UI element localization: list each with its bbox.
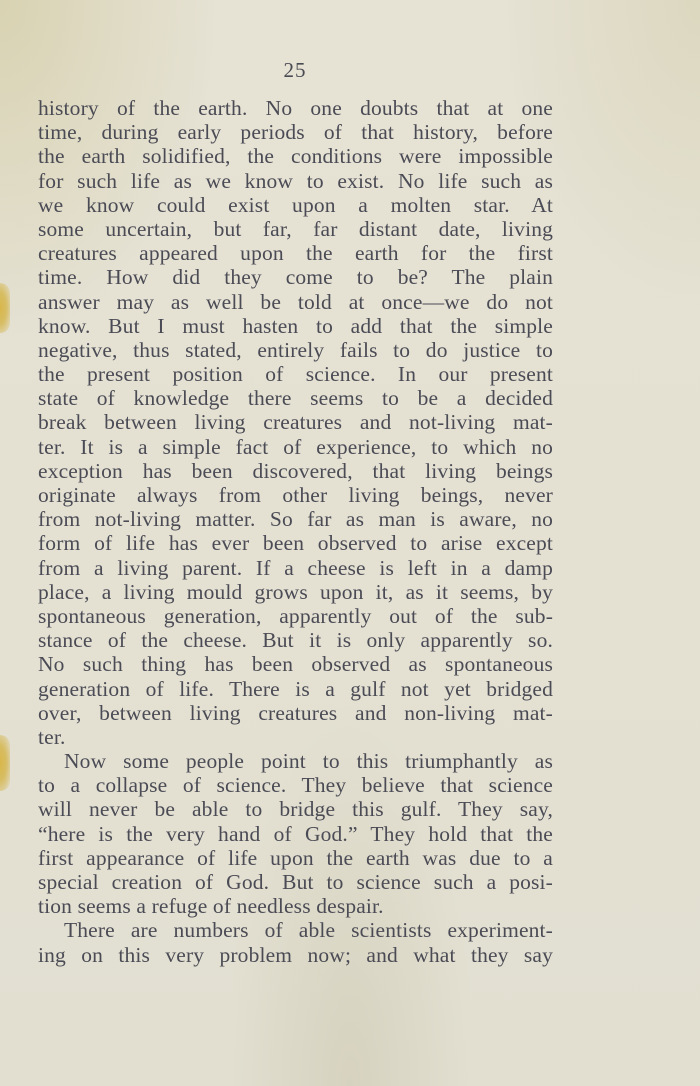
text-line: There are numbers of able scientists experiment- (64, 918, 553, 943)
text-line: break between living creatures and not-living mat- (38, 410, 553, 435)
text-line: place, a living mould grows upon it, as it seems, by (38, 579, 553, 604)
text-line: will never be able to bridge this gulf. They say, (38, 797, 553, 822)
text-line: spontaneous generation, apparently out of the sub- (38, 603, 553, 628)
text-line: over, between living creatures and non-living mat- (38, 700, 553, 725)
text-line: creatures appeared upon the earth for the first (38, 241, 553, 266)
text-line: negative, thus stated, entirely fails to do justice to (38, 337, 553, 362)
paragraph (38, 749, 553, 918)
page-number: 25 (283, 58, 307, 82)
text-line: stance of the cheese. But it is only apparently so. (38, 628, 553, 653)
text-line: ing on this very problem now; and what they say (38, 942, 553, 967)
text-line: the present position of science. In our present (38, 362, 553, 387)
text-line: ter. (38, 724, 66, 749)
text-line: know. But I must hasten to add that the simple (38, 313, 553, 338)
text-line: ter. It is a simple fact of experience, to which no (38, 434, 553, 459)
text-line: state of knowledge there seems to be a decided (38, 386, 553, 411)
text-line: generation of life. There is a gulf not yet bridged (38, 676, 553, 701)
text-line: the earth solidified, the conditions were impossible (38, 144, 553, 169)
text-line: from a living parent. If a cheese is left in a damp (38, 555, 553, 580)
text-line: tion seems a refuge of needless despair. (38, 894, 384, 919)
text-line: exception has been discovered, that living beings (38, 458, 553, 483)
text-line: first appearance of life upon the earth was due to a (38, 845, 553, 870)
text-line: Now some people point to this triumphantly as (64, 749, 553, 774)
text-line: time. How did they come to be? The plain (38, 265, 553, 290)
page-tab-marker (0, 735, 10, 791)
text-line: to a collapse of science. They believe that science (38, 773, 553, 798)
paragraph (38, 96, 553, 749)
text-line: from not-living matter. So far as man is aware, no (38, 507, 553, 532)
text-line: No such thing has been observed as spontaneous (38, 652, 553, 677)
text-line: we know could exist upon a molten star. At (38, 192, 553, 217)
text-line: answer may as well be told at once—we do not (38, 289, 553, 314)
page-tab-marker (0, 283, 10, 333)
body-text (38, 96, 553, 967)
text-line: originate always from other living beings, never (38, 483, 553, 507)
paragraph (38, 918, 553, 966)
text-line: form of life has ever been observed to arise except (38, 531, 553, 556)
text-line: special creation of God. But to science such a posi- (38, 870, 553, 894)
text-line: history of the earth. No one doubts that at one (38, 96, 553, 120)
text-line: for such life as we know to exist. No life such as (38, 168, 553, 193)
text-line: “here is the very hand of God.” They hold that the (38, 821, 553, 846)
text-line: time, during early periods of that history, before (38, 120, 553, 145)
text-line: some uncertain, but far, far distant date, living (38, 216, 553, 241)
